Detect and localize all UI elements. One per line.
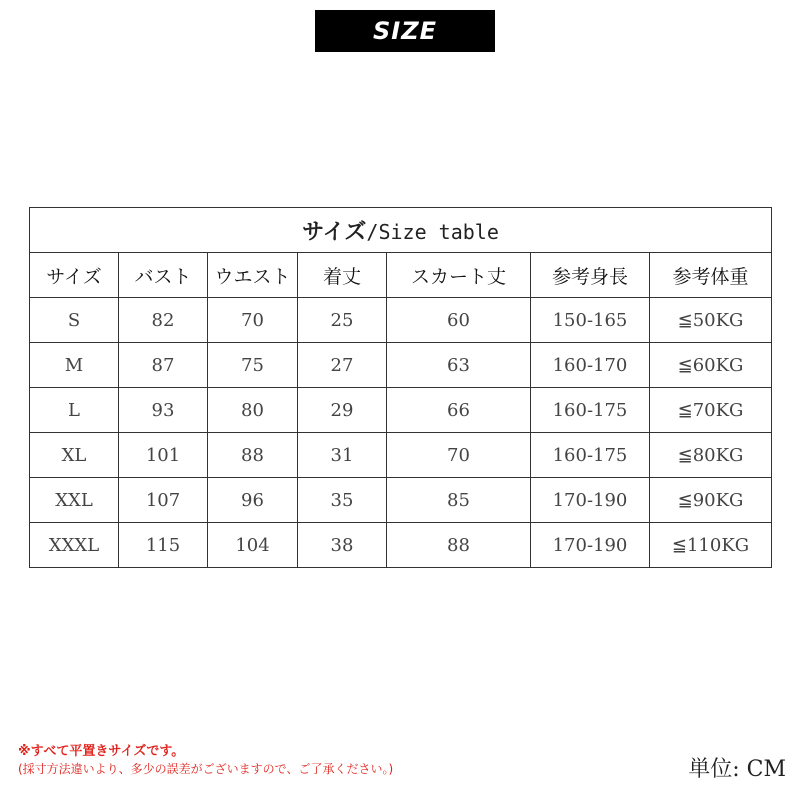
table-cell: 63 bbox=[387, 343, 531, 388]
size-banner bbox=[315, 10, 495, 52]
table-cell: ≦70KG bbox=[650, 388, 772, 433]
table-row bbox=[30, 298, 772, 343]
table-row bbox=[30, 523, 772, 568]
table-row bbox=[30, 388, 772, 433]
table-cell: 66 bbox=[387, 388, 531, 433]
table-cell: 70 bbox=[208, 298, 298, 343]
table-cell: L bbox=[30, 388, 119, 433]
column-header: 着丈 bbox=[298, 253, 387, 298]
table-cell: 104 bbox=[208, 523, 298, 568]
column-header: スカート丈 bbox=[387, 253, 531, 298]
table-cell: 80 bbox=[208, 388, 298, 433]
table-cell: 160-175 bbox=[531, 388, 650, 433]
table-cell: 70 bbox=[387, 433, 531, 478]
table-cell: 25 bbox=[298, 298, 387, 343]
table-cell: 101 bbox=[119, 433, 208, 478]
table-title bbox=[30, 208, 772, 253]
table-cell: 96 bbox=[208, 478, 298, 523]
table-cell: ≦90KG bbox=[650, 478, 772, 523]
table-cell: 27 bbox=[298, 343, 387, 388]
table-cell: 29 bbox=[298, 388, 387, 433]
table-cell: 85 bbox=[387, 478, 531, 523]
table-row bbox=[30, 478, 772, 523]
table-title-row bbox=[30, 208, 772, 253]
table-cell: 107 bbox=[119, 478, 208, 523]
column-header: 参考身長 bbox=[531, 253, 650, 298]
table-cell: 82 bbox=[119, 298, 208, 343]
table-cell: 35 bbox=[298, 478, 387, 523]
table-cell: 88 bbox=[387, 523, 531, 568]
size-table-container bbox=[29, 207, 771, 568]
table-cell: 160-175 bbox=[531, 433, 650, 478]
table-cell: 88 bbox=[208, 433, 298, 478]
table-cell: 160-170 bbox=[531, 343, 650, 388]
table-title-en: /Size table bbox=[366, 219, 499, 244]
size-banner-text: SIZE bbox=[372, 17, 437, 45]
table-header-row bbox=[30, 253, 772, 298]
column-header: 参考体重 bbox=[650, 253, 772, 298]
unit-label: 単位: CM bbox=[688, 757, 786, 782]
table-row bbox=[30, 343, 772, 388]
column-header: バスト bbox=[119, 253, 208, 298]
table-cell: ≦60KG bbox=[650, 343, 772, 388]
table-cell: ≦110KG bbox=[650, 523, 772, 568]
table-cell: M bbox=[30, 343, 119, 388]
column-header: サイズ bbox=[30, 253, 119, 298]
table-row bbox=[30, 433, 772, 478]
table-cell: XL bbox=[30, 433, 119, 478]
table-cell: XXL bbox=[30, 478, 119, 523]
note-measurement-error: (採寸方法違いより、多少の誤差がございますので、ご了承ください。) bbox=[18, 762, 394, 776]
table-cell: 93 bbox=[119, 388, 208, 433]
table-cell: 115 bbox=[119, 523, 208, 568]
table-cell: 31 bbox=[298, 433, 387, 478]
table-cell: 170-190 bbox=[531, 523, 650, 568]
table-cell: 38 bbox=[298, 523, 387, 568]
table-cell: S bbox=[30, 298, 119, 343]
table-cell: 170-190 bbox=[531, 478, 650, 523]
table-cell: XXXL bbox=[30, 523, 119, 568]
column-header: ウエスト bbox=[208, 253, 298, 298]
table-cell: ≦80KG bbox=[650, 433, 772, 478]
note-flat-measurement: ※すべて平置きサイズです。 bbox=[18, 744, 185, 759]
table-cell: 60 bbox=[387, 298, 531, 343]
table-cell: ≦50KG bbox=[650, 298, 772, 343]
table-title-jp: サイズ bbox=[302, 219, 367, 245]
table-cell: 87 bbox=[119, 343, 208, 388]
size-table bbox=[29, 207, 772, 568]
table-cell: 75 bbox=[208, 343, 298, 388]
table-cell: 150-165 bbox=[531, 298, 650, 343]
